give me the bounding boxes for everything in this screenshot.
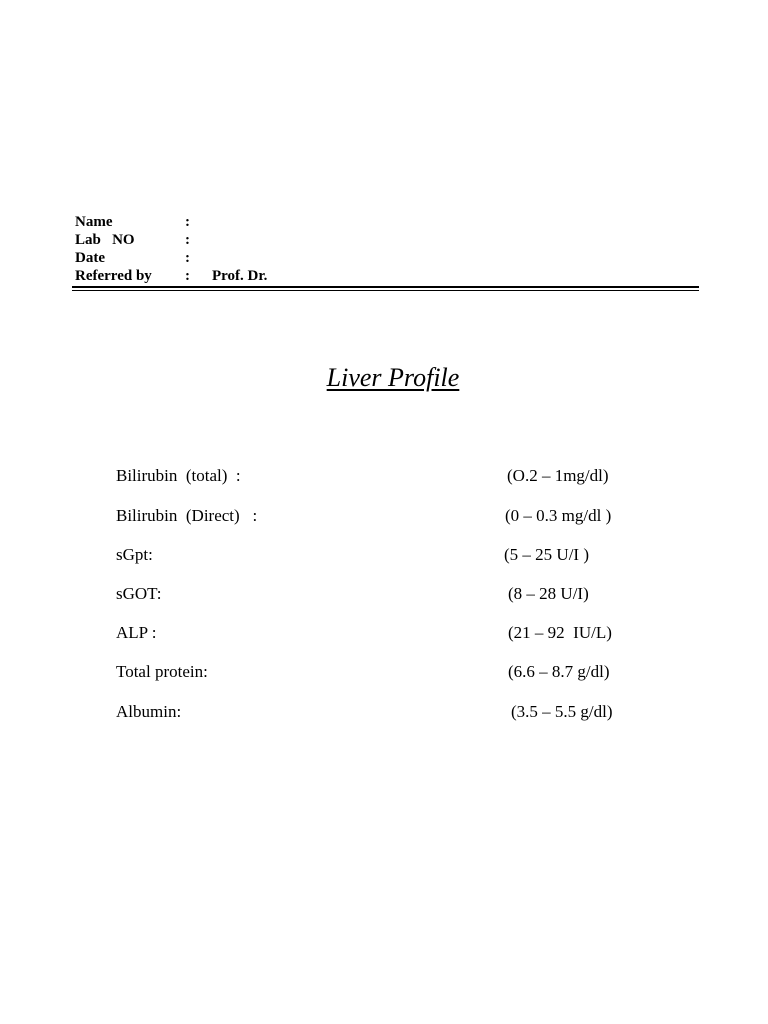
header-row-referred-by bbox=[75, 267, 699, 285]
test-range: (6.6 – 8.7 g/dl) bbox=[508, 662, 610, 681]
test-row bbox=[0, 661, 768, 683]
header-row-name bbox=[75, 213, 699, 231]
header-divider-thick bbox=[72, 286, 699, 288]
date-colon: : bbox=[185, 250, 190, 266]
name-label: Name bbox=[75, 214, 113, 230]
referred-by-value: Prof. Dr. bbox=[212, 268, 268, 284]
test-name: Bilirubin (total) : bbox=[116, 466, 241, 485]
test-name: ALP : bbox=[116, 623, 157, 642]
header-row-lab-no bbox=[75, 231, 699, 249]
test-name: Albumin: bbox=[116, 702, 182, 721]
test-row bbox=[0, 701, 768, 723]
header-divider-thin bbox=[72, 290, 699, 291]
test-row bbox=[0, 544, 768, 566]
test-range: (O.2 – 1mg/dl) bbox=[507, 466, 609, 485]
date-label: Date bbox=[75, 250, 105, 266]
test-range: (0 – 0.3 mg/dl ) bbox=[505, 506, 612, 525]
patient-header bbox=[75, 213, 699, 285]
test-row bbox=[0, 583, 768, 605]
test-name: Bilirubin (Direct) : bbox=[116, 506, 258, 525]
page-title: Liver Profile bbox=[326, 363, 460, 392]
lab-no-colon: : bbox=[185, 232, 190, 248]
test-name: Total protein: bbox=[116, 662, 208, 681]
lab-no-label: Lab NO bbox=[75, 232, 135, 248]
test-row bbox=[0, 622, 768, 644]
test-row bbox=[0, 465, 768, 487]
test-row bbox=[0, 505, 768, 527]
test-range: (3.5 – 5.5 g/dl) bbox=[511, 702, 613, 721]
header-row-date bbox=[75, 249, 699, 267]
test-range: (21 – 92 IU/L) bbox=[508, 623, 612, 642]
test-range: (5 – 25 U/I ) bbox=[504, 545, 589, 564]
name-colon: : bbox=[185, 214, 190, 230]
referred-by-label: Referred by bbox=[75, 268, 152, 284]
test-name: sGOT: bbox=[116, 584, 162, 603]
test-range: (8 – 28 U/I) bbox=[508, 584, 589, 603]
test-name: sGpt: bbox=[116, 545, 153, 564]
referred-by-colon: : bbox=[185, 268, 190, 284]
